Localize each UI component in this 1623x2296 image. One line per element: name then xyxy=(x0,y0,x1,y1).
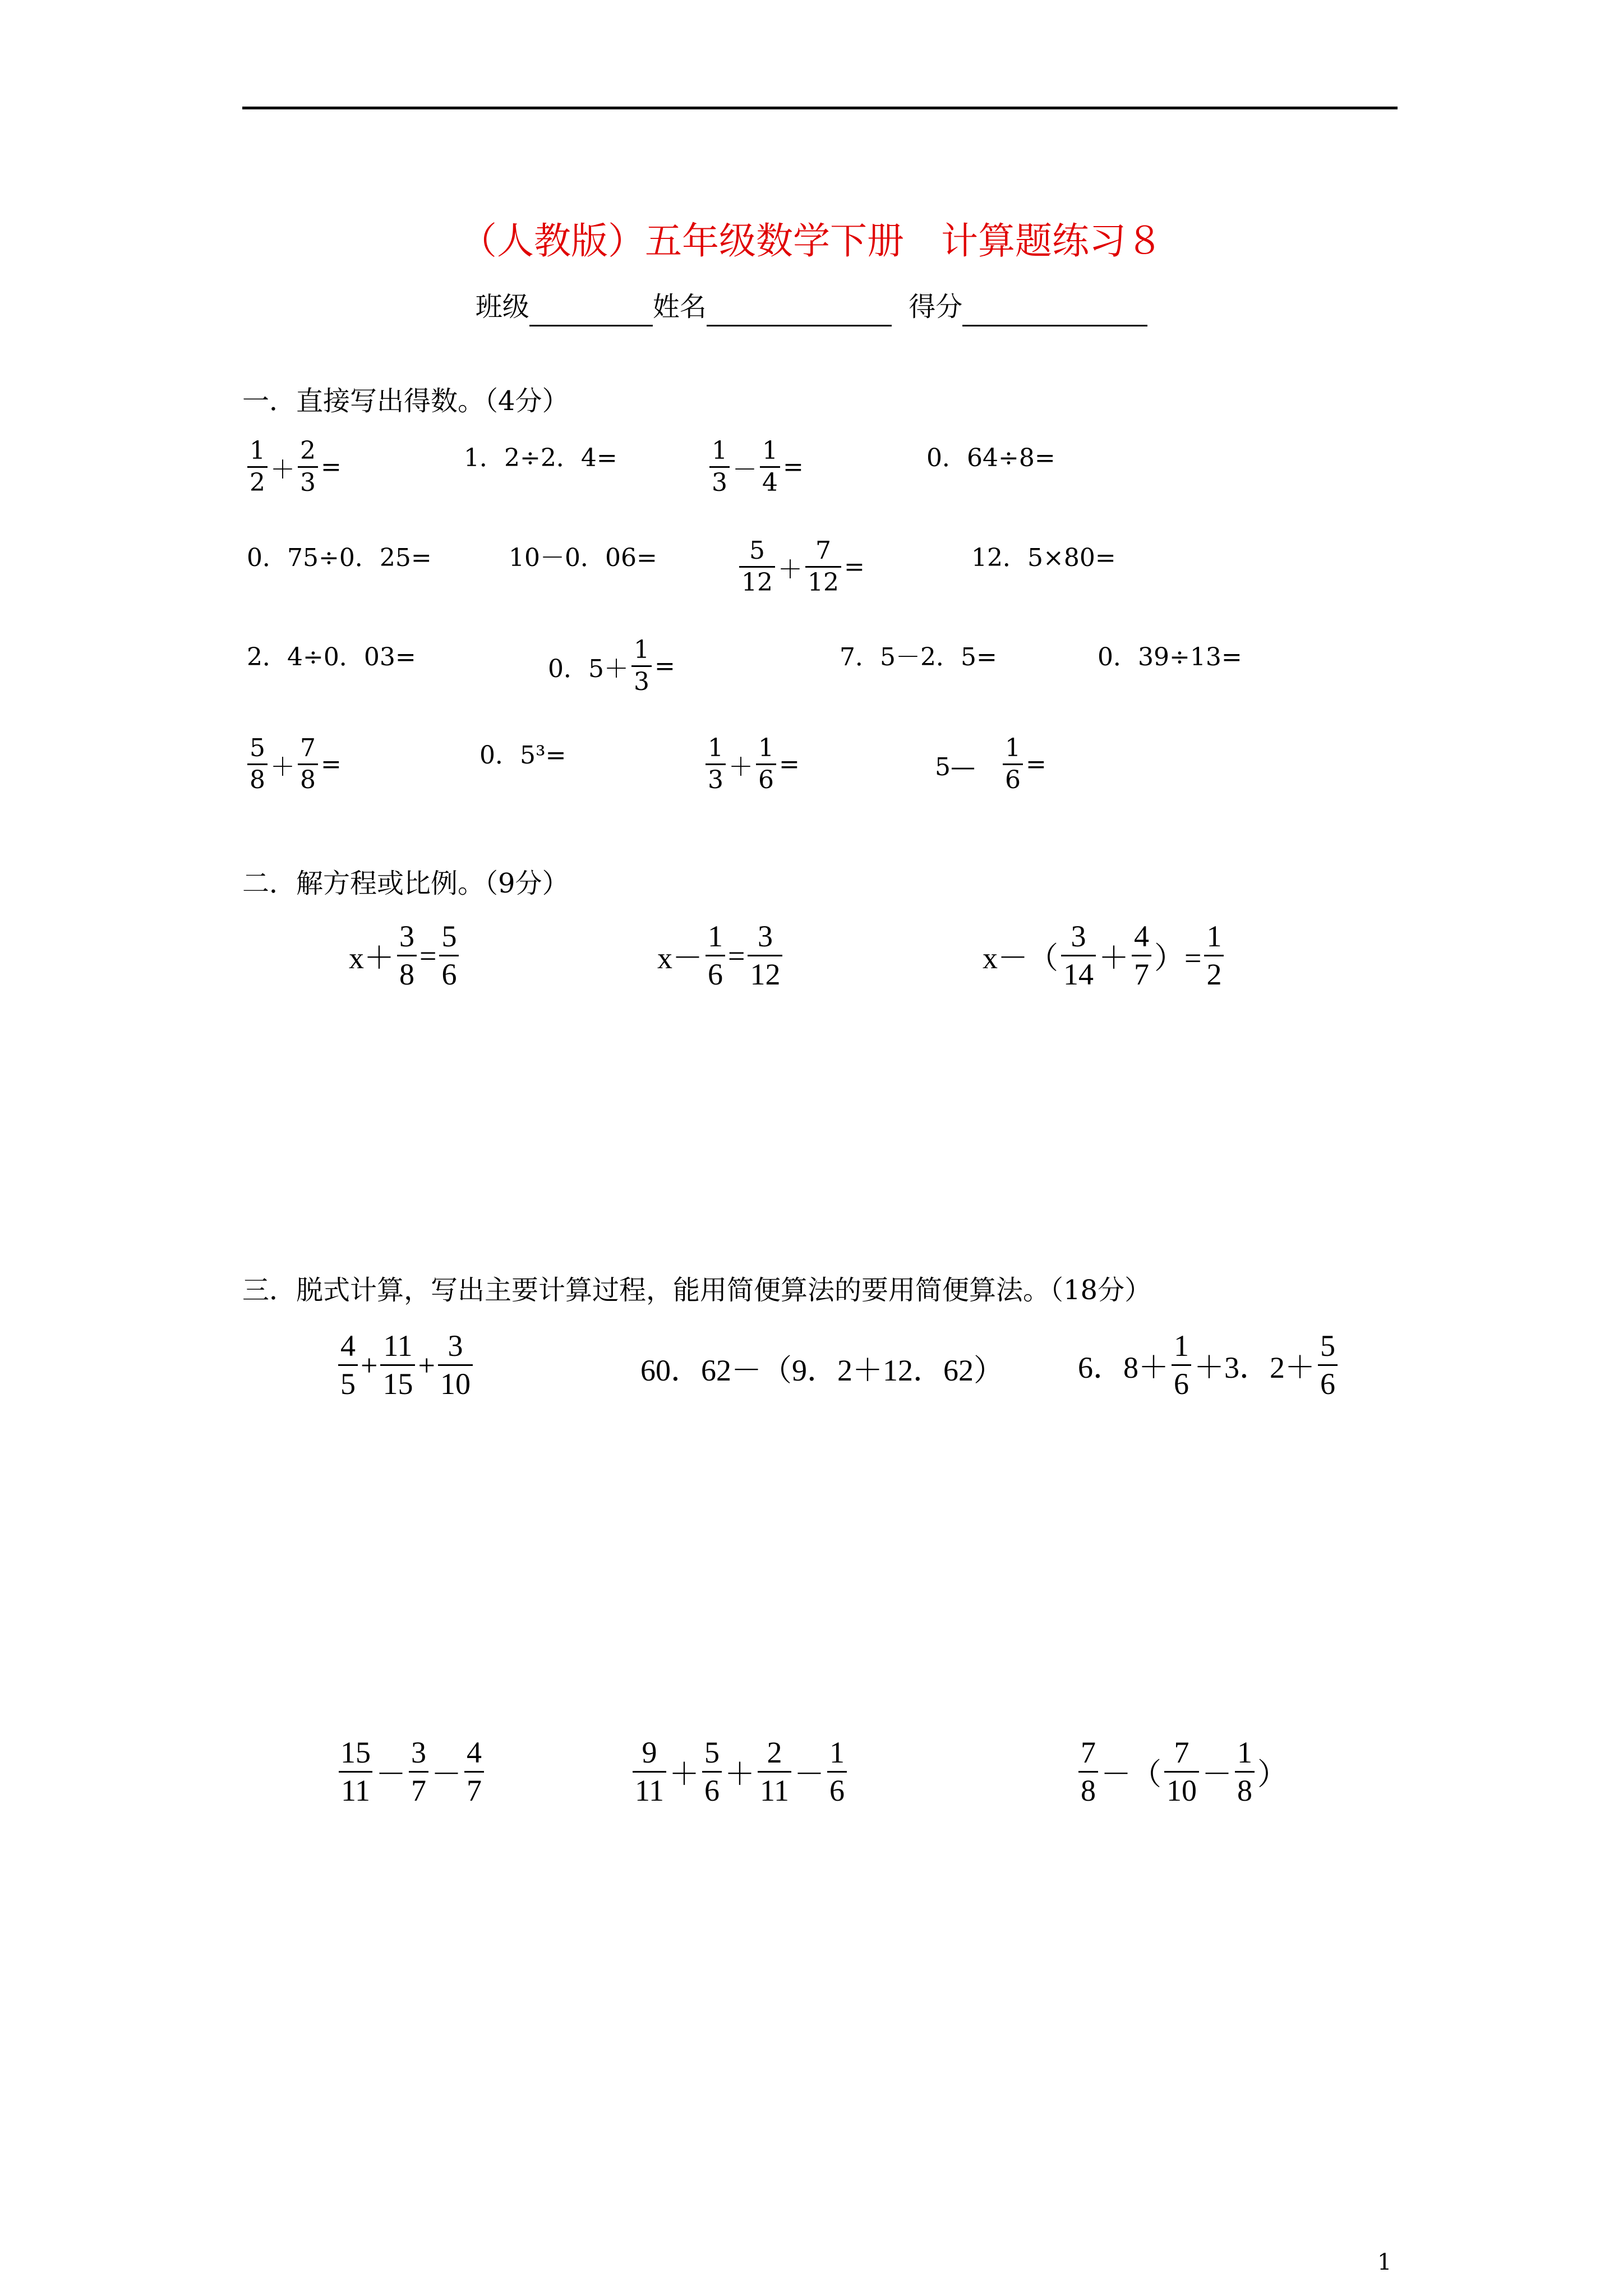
fraction xyxy=(706,735,726,794)
fraction-denominator: 8 xyxy=(397,955,417,991)
fraction-numerator: 5 xyxy=(749,536,765,565)
expression-text: ＋ xyxy=(778,555,803,584)
fraction-numerator: 9 xyxy=(642,1736,657,1769)
fraction-denominator: 8 xyxy=(247,763,268,794)
fraction xyxy=(706,920,725,992)
fraction xyxy=(702,1736,722,1808)
fraction xyxy=(409,1736,428,1808)
fraction xyxy=(758,1736,791,1808)
class-label: 班级 xyxy=(475,291,529,323)
fraction-denominator: 14 xyxy=(1061,955,1096,991)
name-label: 姓名 xyxy=(652,291,707,323)
expression-text: 5— xyxy=(935,752,1000,781)
fraction-numerator: 5 xyxy=(704,1736,720,1769)
expression-text: + xyxy=(361,1348,378,1382)
fraction xyxy=(1132,920,1151,992)
fraction-denominator: 15 xyxy=(380,1364,415,1401)
fraction-numerator: 1 xyxy=(634,636,649,664)
oral-calc-item xyxy=(478,735,568,771)
expression-text: ＋ xyxy=(669,1757,699,1792)
expression-text: 0．64÷8= xyxy=(926,444,1055,472)
fraction-denominator: 2 xyxy=(1204,955,1224,991)
oral-calc-item xyxy=(508,537,658,573)
fraction-numerator: 1 xyxy=(250,436,265,465)
fraction xyxy=(1204,920,1224,992)
expression-text: － xyxy=(732,455,757,484)
calculation-item xyxy=(336,1329,474,1401)
fraction-numerator: 4 xyxy=(340,1329,356,1363)
student-info-line xyxy=(0,287,1623,326)
fraction-numerator: 5 xyxy=(250,734,265,762)
fraction xyxy=(397,920,417,992)
fraction-numerator: 1 xyxy=(1005,734,1021,762)
fraction-denominator: 8 xyxy=(298,763,318,794)
expression-text: = xyxy=(779,750,800,779)
fraction-denominator: 10 xyxy=(438,1364,473,1401)
fraction-numerator: 7 xyxy=(1174,1736,1189,1769)
equation-item xyxy=(981,920,1225,992)
equation-item xyxy=(656,920,784,992)
fraction-numerator: 3 xyxy=(757,919,773,953)
expression-text: = xyxy=(783,453,804,482)
expression-text: 6．8＋ xyxy=(1078,1351,1169,1385)
expression-text: 0．5³= xyxy=(479,741,566,770)
expression-text: = xyxy=(654,652,675,681)
expression-text: = xyxy=(419,938,437,973)
fraction xyxy=(760,438,780,497)
calculation-item xyxy=(1077,1736,1289,1808)
fraction xyxy=(1164,1736,1199,1808)
fraction-denominator: 11 xyxy=(758,1771,791,1807)
fraction xyxy=(739,537,775,597)
fraction-denominator: 3 xyxy=(709,466,730,496)
expression-text: x＋ xyxy=(349,941,394,976)
fraction xyxy=(709,438,730,497)
oral-calc-item xyxy=(934,735,1048,794)
fraction-numerator: 7 xyxy=(1081,1736,1096,1769)
fraction-denominator: 6 xyxy=(827,1771,847,1807)
fraction-denominator: 2 xyxy=(247,466,268,496)
fraction-numerator: 11 xyxy=(383,1329,413,1363)
expression-text: 60．62－（9．2＋12．62） xyxy=(640,1354,1004,1387)
oral-calc-item xyxy=(246,735,343,794)
fraction-denominator: 11 xyxy=(633,1771,666,1807)
fraction-denominator: 12 xyxy=(748,955,782,991)
expression-text: = xyxy=(728,938,745,973)
oral-calc-item xyxy=(547,637,676,696)
fraction-numerator: 1 xyxy=(829,1736,845,1769)
fraction-numerator: 4 xyxy=(467,1736,482,1769)
fraction-denominator: 7 xyxy=(1132,955,1151,991)
expression-text: ＋ xyxy=(270,752,295,781)
fraction xyxy=(631,637,652,696)
page-title: （人教版）五年级数学下册 计算题练习８ xyxy=(460,219,1163,263)
fraction-denominator: 10 xyxy=(1164,1771,1199,1807)
fraction xyxy=(464,1736,484,1808)
fraction-denominator: 6 xyxy=(1172,1364,1191,1401)
fraction xyxy=(338,1329,358,1401)
fraction-denominator: 6 xyxy=(1003,763,1023,794)
expression-text: ＋3．2＋ xyxy=(1194,1351,1315,1385)
expression-text: + xyxy=(418,1348,435,1382)
fraction xyxy=(827,1736,847,1808)
calculation-item xyxy=(1077,1329,1339,1401)
fraction-numerator: 3 xyxy=(411,1736,426,1769)
section2-heading: 二．解方程或比例。（9分） xyxy=(242,868,569,899)
fraction xyxy=(756,735,776,794)
fraction-denominator: 4 xyxy=(760,466,780,496)
name-blank[interactable] xyxy=(707,296,892,326)
fraction xyxy=(247,735,268,794)
fraction xyxy=(1078,1736,1098,1808)
expression-text: 0．5＋ xyxy=(548,654,629,683)
fraction-numerator: 1 xyxy=(1174,1329,1189,1363)
expression-text: ＋ xyxy=(728,752,753,781)
page-number: 1 xyxy=(1377,2249,1392,2275)
fraction-numerator: 2 xyxy=(767,1736,782,1769)
fraction xyxy=(1172,1329,1191,1401)
fraction-numerator: 7 xyxy=(815,536,831,565)
oral-calc-item xyxy=(708,438,805,497)
fraction-denominator: 6 xyxy=(1318,1364,1338,1401)
oral-calc-item xyxy=(246,438,343,497)
expression-text: 1．2÷2．4= xyxy=(464,444,617,472)
expression-text: ） xyxy=(1257,1757,1288,1792)
expression-text: － xyxy=(431,1757,462,1792)
fraction-denominator: 7 xyxy=(409,1771,428,1807)
expression-text: ＋ xyxy=(1099,941,1129,976)
fraction xyxy=(247,438,268,497)
expression-text: x－ xyxy=(657,941,703,976)
fraction-numerator: 3 xyxy=(399,919,414,953)
expression-text: = xyxy=(321,453,342,482)
expression-text: 7．5－2．5= xyxy=(840,643,997,671)
oral-calc-item xyxy=(737,537,866,597)
fraction xyxy=(633,1736,666,1808)
oral-calc-item xyxy=(246,537,433,573)
fraction-numerator: 5 xyxy=(1320,1329,1335,1363)
class-blank[interactable] xyxy=(529,296,653,326)
expression-text: 2．4÷0．03= xyxy=(247,643,416,671)
fraction xyxy=(805,537,841,597)
fraction xyxy=(1061,920,1096,992)
equation-item xyxy=(348,920,460,992)
fraction-numerator: 1 xyxy=(712,436,727,465)
fraction xyxy=(748,920,782,992)
fraction-denominator: 6 xyxy=(756,763,776,794)
fraction-numerator: 1 xyxy=(708,919,723,953)
expression-text: －（ xyxy=(1101,1757,1161,1792)
score-label: 得分 xyxy=(909,291,963,323)
expression-text: 0．75÷0．25= xyxy=(247,544,432,572)
fraction-denominator: 3 xyxy=(631,665,652,696)
expression-text: = xyxy=(844,553,865,582)
expression-text: － xyxy=(1202,1757,1232,1792)
expression-text: ＋ xyxy=(725,1757,755,1792)
expression-text: 10－0．06= xyxy=(509,544,657,572)
expression-text: － xyxy=(794,1757,824,1792)
fraction-denominator: 3 xyxy=(298,466,318,496)
fraction-denominator: 8 xyxy=(1078,1771,1098,1807)
fraction-numerator: 3 xyxy=(448,1329,463,1363)
fraction-numerator: 2 xyxy=(300,436,316,465)
fraction xyxy=(1003,735,1023,794)
header-rule xyxy=(242,107,1398,109)
fraction xyxy=(380,1329,415,1401)
fraction xyxy=(1235,1736,1255,1808)
fraction-numerator: 1 xyxy=(1237,1736,1252,1769)
fraction-denominator: 3 xyxy=(706,763,726,794)
fraction-denominator: 5 xyxy=(338,1364,358,1401)
fraction xyxy=(439,920,459,992)
fraction-numerator: 5 xyxy=(441,919,457,953)
calculation-item xyxy=(631,1736,849,1808)
expression-text: ）= xyxy=(1154,941,1202,976)
calculation-item xyxy=(639,1346,1005,1389)
fraction-numerator: 4 xyxy=(1134,919,1149,953)
expression-text: 0．39÷13= xyxy=(1098,643,1242,671)
oral-calc-item xyxy=(1096,637,1243,673)
oral-calc-item xyxy=(925,438,1057,473)
score-blank[interactable] xyxy=(962,296,1147,326)
expression-text: 12．5×80= xyxy=(971,544,1116,572)
calculation-item xyxy=(336,1736,486,1808)
fraction-numerator: 1 xyxy=(708,734,723,762)
fraction-denominator: 6 xyxy=(706,955,725,991)
fraction xyxy=(298,438,318,497)
fraction-numerator: 7 xyxy=(300,734,316,762)
fraction xyxy=(1318,1329,1338,1401)
fraction-numerator: 3 xyxy=(1071,919,1086,953)
fraction-denominator: 12 xyxy=(739,566,775,596)
expression-text: ＋ xyxy=(270,455,295,484)
fraction-denominator: 6 xyxy=(702,1771,722,1807)
oral-calc-item xyxy=(704,735,801,794)
fraction-denominator: 7 xyxy=(464,1771,484,1807)
fraction-denominator: 12 xyxy=(805,566,841,596)
expression-text: － xyxy=(376,1757,406,1792)
expression-text: = xyxy=(321,750,342,779)
expression-text: x－（ xyxy=(983,941,1058,976)
oral-calc-item xyxy=(970,537,1117,573)
section3-heading: 三．脱式计算，写出主要计算过程，能用简便算法的要用简便算法。（18分） xyxy=(242,1274,1152,1306)
fraction-denominator: 6 xyxy=(439,955,459,991)
section1-heading: 一．直接写出得数。（4分） xyxy=(242,385,569,417)
fraction xyxy=(338,1736,373,1808)
fraction-denominator: 8 xyxy=(1235,1771,1255,1807)
fraction-denominator: 11 xyxy=(339,1771,372,1807)
fraction xyxy=(298,735,318,794)
fraction-numerator: 15 xyxy=(340,1736,371,1769)
oral-calc-item xyxy=(246,637,417,673)
fraction-numerator: 1 xyxy=(758,734,774,762)
oral-calc-item xyxy=(463,438,619,473)
expression-text: = xyxy=(1026,750,1046,779)
fraction-numerator: 1 xyxy=(762,436,778,465)
oral-calc-item xyxy=(838,637,998,673)
fraction xyxy=(438,1329,473,1401)
fraction-numerator: 1 xyxy=(1206,919,1222,953)
